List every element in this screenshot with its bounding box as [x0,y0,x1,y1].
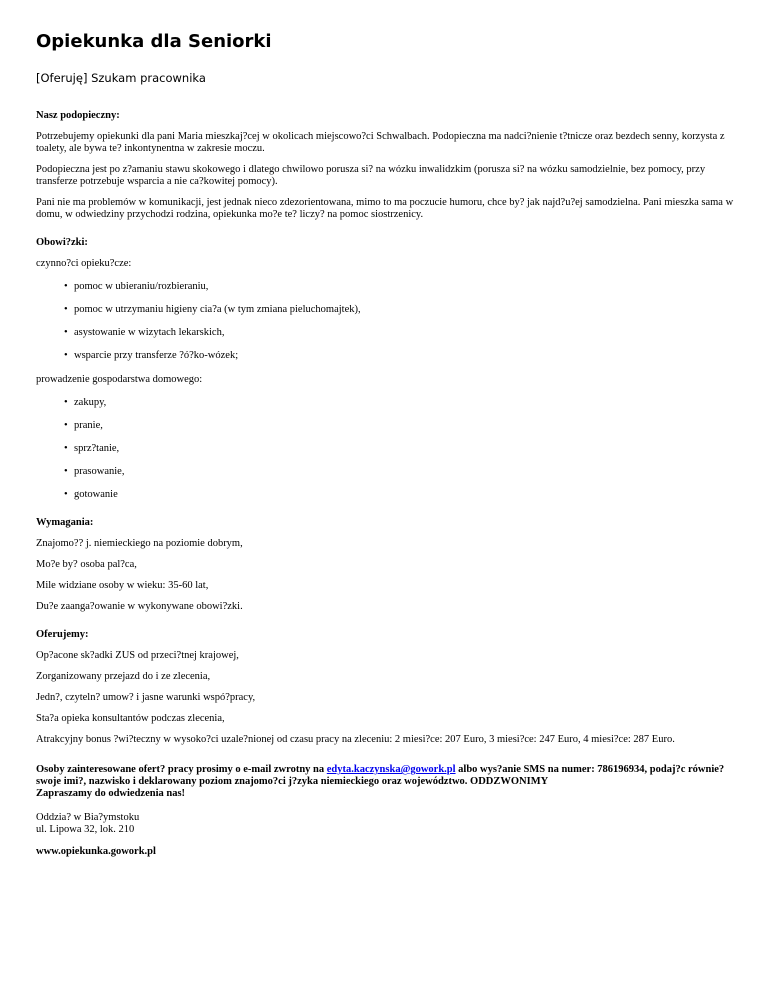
list-item: • sprz?tanie, [74,443,736,455]
website-url: www.opiekunka.gowork.pl [36,846,156,857]
list-item: • prasowanie, [74,466,736,478]
email-link[interactable]: edyta.kaczynska@gowork.pl [326,764,456,775]
list-item: • wsparcie przy transferze ?ó?ko-wózek; [74,350,736,362]
requirement-item: Du?e zaanga?owanie w wykonywane obowi?zki. [36,601,243,612]
list-item: • pomoc w utrzymaniu higieny cia?a (w tym zmiana pieluchomajtek), [74,304,736,316]
contact-closing: Zapraszamy do odwiedzenia nas! [36,788,186,799]
list-item: • asystowanie w wizytach lekarskich, [74,327,736,339]
patient-heading: Nasz podopieczny: [36,110,120,121]
care-duties-intro: czynno?ci opieku?cze: [36,258,132,269]
list-item: • zakupy, [74,397,736,409]
offer-item: Op?acone sk?adki ZUS od przeci?tnej krajowej, [36,650,239,661]
list-item: • pranie, [74,420,736,432]
office-name: Oddzia? w Bia?ymstoku [36,812,140,823]
household-duties-intro: prowadzenie gospodarstwa domowego: [36,374,203,385]
offer-type-label: [Oferuję] Szukam pracownika [36,71,206,85]
contact-text: albo wys?anie SMS na numer: 786196934, podaj?c równie? swoje imi?, nazwisko i deklarowany poziom znajomo?ci j?zyka niemieckiego oraz województwo. ODDZWONIMY [36,764,725,787]
offer-item: Sta?a opieka konsultantów podczas zlecenia, [36,713,225,724]
page-title: Opiekunka dla Seniorki [36,31,272,52]
list-item: • pomoc w ubieraniu/rozbieraniu, [74,281,736,293]
requirement-item: Mo?e by? osoba pal?ca, [36,559,137,570]
offer-item: Atrakcyjny bonus ?wi?teczny w wysoko?ci uzale?nionej od czasu pracy na zleceniu: 2 miesi?ce: 207 Euro, 3 miesi?ce: 247 Euro, 4 miesi?ce: 287 Euro. [36,734,675,745]
list-item: • gotowanie [74,489,736,501]
requirement-item: Znajomo?? j. niemieckiego na poziomie dobrym, [36,538,243,549]
contact-info [36,764,736,800]
patient-paragraph: Pani nie ma problemów w komunikacji, jest jednak nieco zdezorientowana, mimo to ma poczucie humoru, chce by? jak najd?u?ej samodzielna. Pani mieszka sama w domu, w odwiedziny przychodzi rodzina, opiekunka mo?e te? liczy? na pomoc siostrzenicy. [36,197,734,220]
requirement-item: Mile widziane osoby w wieku: 35-60 lat, [36,580,209,591]
job-description [36,110,736,858]
patient-paragraph: Potrzebujemy opiekunki dla pani Maria mieszkaj?cej w okolicach miejscowo?ci Schwalbach. Podopieczna ma nadci?nienie t?tnicze oraz bezdech senny, korzysta z toalety, ale bywa te? inkontynentna w zakresie moczu. [36,131,725,154]
offer-item: Zorganizowany przejazd do i ze zlecenia, [36,671,211,682]
requirements-heading: Wymagania: [36,517,94,528]
contact-text: Osoby zainteresowane ofert? pracy prosimy o e-mail zwrotny na [36,764,327,775]
duties-heading: Obowi?zki: [36,237,88,248]
document-page [36,28,736,867]
office-address [36,812,736,836]
offer-heading: Oferujemy: [36,629,89,640]
household-duties-list [36,397,736,501]
patient-paragraph: Podopieczna jest po z?amaniu stawu skokowego i dlatego chwilowo porusza si? na wózku inwalidzkim (porusza si? na wózku samodzielnie, bez pomocy, przy transferze potrzebuje wsparcia a nie ca?kowitej pomocy). [36,164,706,187]
office-street: ul. Lipowa 32, lok. 210 [36,824,135,835]
offer-item: Jedn?, czyteln? umow? i jasne warunki wspó?pracy, [36,692,256,703]
care-duties-list [36,281,736,362]
